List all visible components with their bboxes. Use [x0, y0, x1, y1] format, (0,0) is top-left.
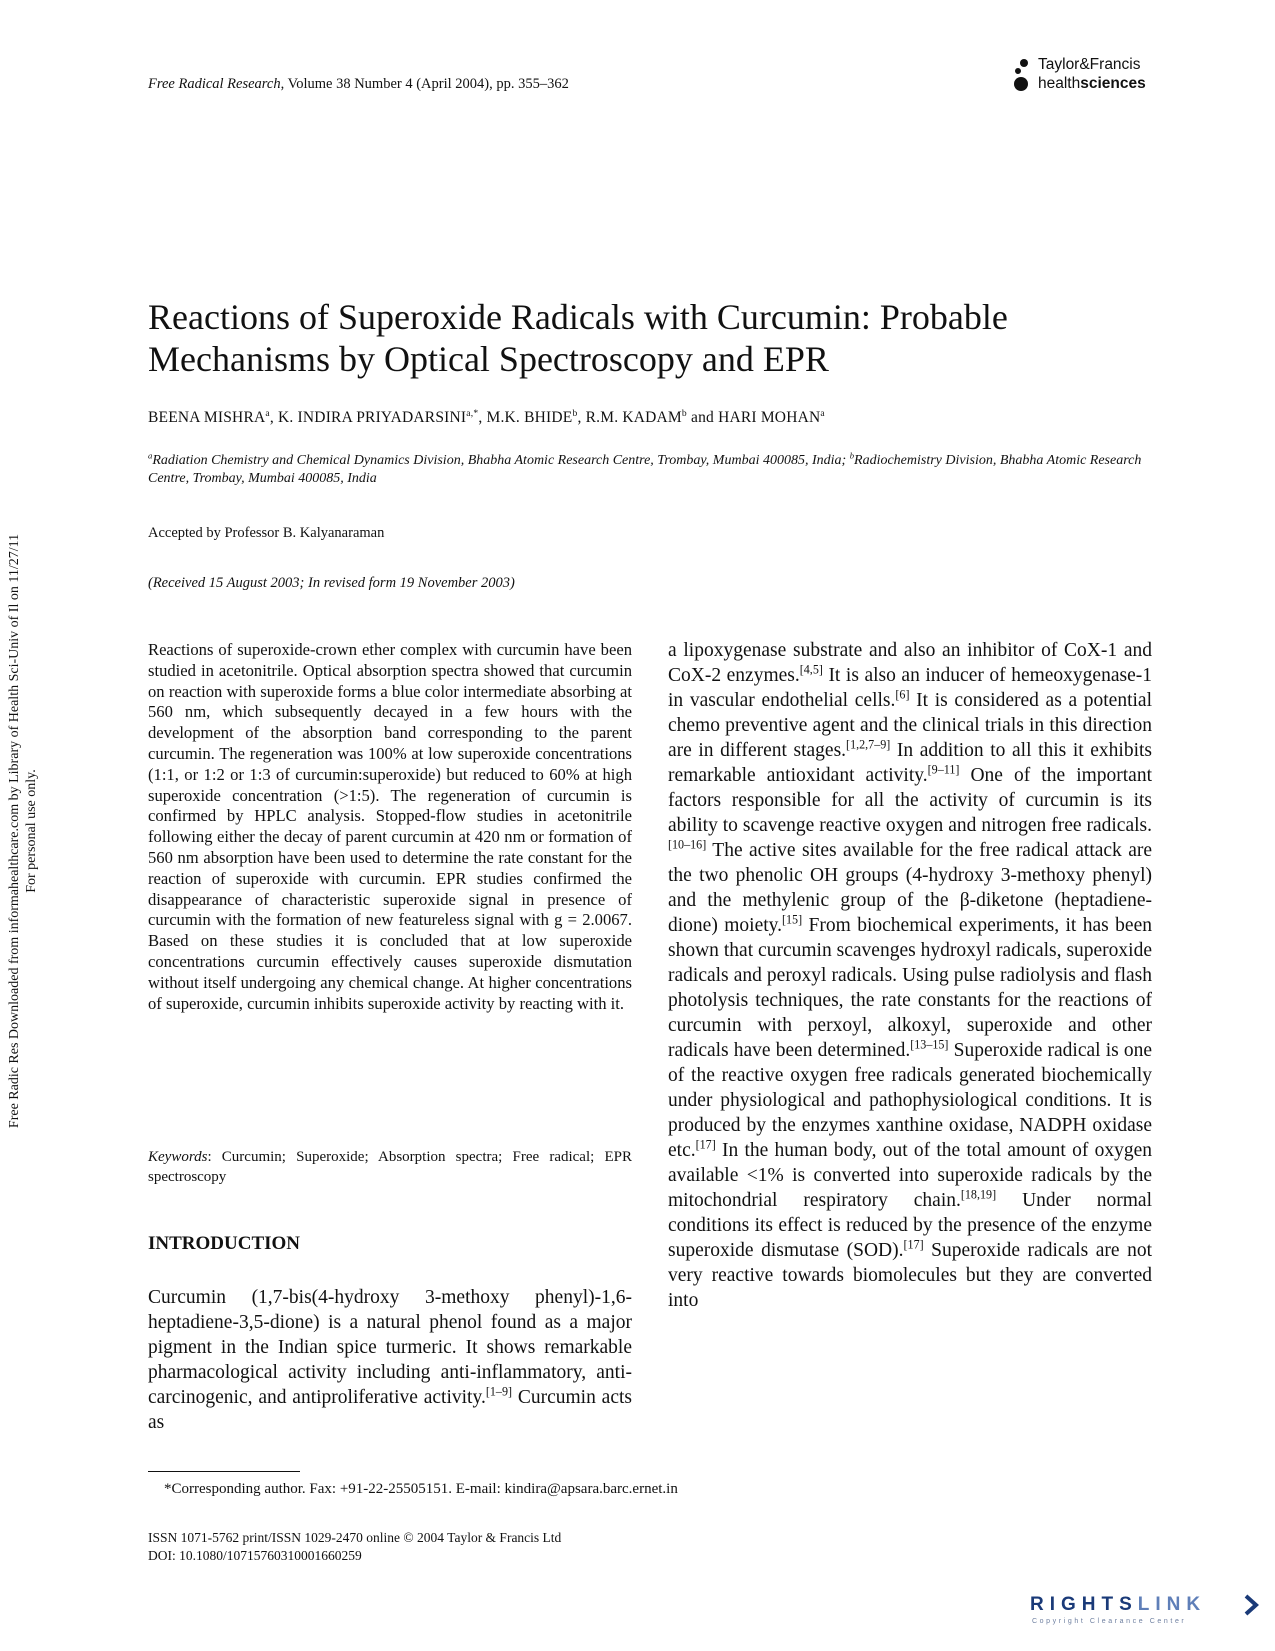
citation-ref: [10–16] — [668, 837, 707, 852]
rightslink-badge[interactable] — [1030, 1594, 1265, 1628]
author-name: HARI MOHAN — [718, 409, 821, 426]
citation-ref: [15] — [782, 912, 803, 927]
rightslink-arrow-icon — [1242, 1594, 1262, 1616]
body-text: It is also an inducer of hemeoxygenase-1 in vascular endothelial cells. — [668, 665, 1152, 711]
keywords — [148, 1148, 632, 1187]
citation-ref: [1,2,7–9] — [846, 737, 891, 752]
author-separator: , — [577, 409, 586, 426]
publisher-imprint-light: health — [1038, 75, 1081, 92]
corresponding-author-footnote: *Corresponding author. Fax: +91-22-25505151. E-mail: kindira@apsara.barc.ernet.in — [164, 1481, 678, 1497]
received-dates: (Received 15 August 2003; In revised form 19 November 2003) — [148, 575, 515, 591]
author-affiliation-marker: a — [820, 407, 825, 419]
author-separator: , — [478, 409, 487, 426]
author-name: K. INDIRA PRIYADARSINI — [278, 409, 467, 426]
publisher-imprint — [1038, 75, 1146, 93]
author-name: BEENA MISHRA — [148, 409, 266, 426]
introduction-heading: INTRODUCTION — [148, 1233, 301, 1254]
accepted-by: Accepted by Professor B. Kalyanaraman — [148, 525, 385, 541]
body-text: a lipoxygenase substrate and also an inhibitor of CoX-1 and CoX-2 enzymes. — [668, 640, 1152, 686]
body-text: Curcumin (1,7-bis(4-hydroxy 3-methoxy phenyl)-1,6-heptadiene-3,5-dione) is a natural phenol found as a major pigment in the Indian spice turmeric. It shows remarkable pharmacological activity including anti-inflammatory, anti-carcinogenic, and antiproliferative activity. — [148, 1287, 632, 1408]
body-text: From biochemical experiments, it has been shown that curcumin scavenges hydroxyl radicals, superoxide radicals and peroxyl radicals. Using pulse radiolysis and flash photolysis techniques, the rate constants for the reactions of curcumin with perxoyl, alkoxyl, superoxide and other radicals have been determined. — [668, 915, 1152, 1061]
publisher-dots-icon — [1010, 58, 1034, 94]
body-text: Curcumin acts as — [148, 1387, 632, 1433]
affil-b-marker: b — [849, 450, 855, 461]
affil-a-text: Radiation Chemistry and Chemical Dynamics Division, Bhabha Atomic Research Centre, Trombay, Mumbai 400085, India; — [152, 453, 850, 468]
citation-ref: [17] — [695, 1137, 716, 1152]
margin-note-line1: Free Radic Res Downloaded from informahealthcare.com by Library of Health Sci-Univ of Il on 11/27/11 — [7, 533, 22, 1129]
affil-a-marker: a — [148, 450, 153, 461]
abstract: Reactions of superoxide-crown ether complex with curcumin have been studied in acetonitrile. Optical absorption spectra showed that curcumin on reaction with superoxide forms a blue color intermediate absorbing at 560 nm, which subsequently decayed in a few hours with the development of the absorption band corresponding to the parent curcumin. The regeneration was 100% at low superoxide concentrations (1:1, or 1:2 or 1:3 of curcumin:superoxide) but reduced to 60% at high superoxide concentration (>1:5). The regeneration of curcumin is confirmed by HPLC analysis. Stopped-flow studies in acetonitrile following either the decay of parent curcumin at 420 nm or formation of 560 nm absorption have been used to determine the rate constant for the reaction of superoxide with curcumin. EPR studies confirmed the disappearance of characteristic superoxide signal in presence of curcumin with the formation of new featureless signal with g = 2.0067. Based on these studies it is concluded that at low superoxide concentrations curcumin effectively causes superoxide dismutation without itself undergoing any chemical change. At higher concentrations of superoxide, curcumin inhibits superoxide activity by reacting with it. — [148, 640, 632, 1013]
author-name: R.M. KADAM — [585, 409, 682, 426]
right-column-paragraph — [668, 638, 1152, 1313]
citation-ref: [4,5] — [799, 662, 823, 677]
keywords-label: Keywords — [148, 1149, 208, 1165]
citation-ref: [18,19] — [960, 1187, 997, 1202]
journal-name: Free Radical Research — [148, 76, 281, 92]
publisher-imprint-bold: sciences — [1080, 75, 1146, 92]
author-separator: , — [269, 409, 278, 426]
journal-details: , Volume 38 Number 4 (April 2004), pp. 355–362 — [280, 76, 569, 92]
author-affiliation-marker: b — [572, 407, 578, 419]
body-text: Superoxide radicals are not very reactive towards biomolecules but they are converted into — [668, 1240, 1152, 1311]
author-affiliation-marker: b — [681, 407, 687, 419]
body-text: One of the important factors responsible for all the activity of curcumin is its ability to scavenge reactive oxygen and nitrogen free radicals. — [668, 765, 1153, 836]
citation-ref: [13–15] — [910, 1037, 949, 1052]
margin-download-note — [0, 0, 40, 1651]
body-text: It is considered as a potential chemo preventive agent and the clinical trials in this direction are in different stages. — [668, 690, 1152, 761]
body-text: Under normal conditions its effect is reduced by the presence of the enzyme superoxide dismutase (SOD). — [668, 1190, 1152, 1261]
journal-citation — [148, 76, 569, 93]
rightslink-subtitle: Copyright Clearance Center — [1032, 1618, 1187, 1625]
rightslink-dark: RIGHTS — [1030, 1594, 1138, 1615]
citation-ref: [6] — [895, 687, 910, 702]
citation-ref: [9–11] — [927, 762, 960, 777]
publisher-name: Taylor&Francis — [1038, 56, 1141, 73]
author-list — [148, 409, 825, 427]
doi-line: DOI: 10.1080/10715760310001660259 — [148, 1547, 362, 1563]
citation-ref: [1–9] — [485, 1384, 513, 1399]
author-affiliation-marker: a — [265, 407, 270, 419]
affil-b-text: Radiochemistry Division, Bhabha Atomic Research Centre, Trombay, Mumbai 400085, India — [148, 453, 1142, 486]
body-text: The active sites available for the free radical attack are the two phenolic OH groups (4-hydroxy 3-methoxy phenyl) and the methylenic group of the β-diketone (heptadiene-dione) moiety. — [668, 840, 1152, 936]
author-affiliation-marker: a,* — [466, 407, 479, 419]
citation-ref: [17] — [903, 1237, 924, 1252]
affiliations — [148, 452, 1152, 488]
article-title: Reactions of Superoxide Radicals with Curcumin: Probable Mechanisms by Optical Spectroscopy and EPR — [148, 297, 1008, 379]
issn-block — [148, 1529, 561, 1564]
issn-line: ISSN 1071-5762 print/ISSN 1029-2470 online © 2004 Taylor & Francis Ltd — [148, 1530, 562, 1545]
introduction-paragraph — [148, 1285, 632, 1435]
body-text: In the human body, out of the total amount of oxygen available <1% is converted into superoxide radicals by the mitochondrial respiratory chain. — [668, 1140, 1152, 1211]
rightslink-wordmark — [1030, 1594, 1206, 1616]
keywords-text: : Curcumin; Superoxide; Absorption spectra; Free radical; EPR spectroscopy — [148, 1149, 632, 1185]
body-text: In addition to all this it exhibits remarkable antioxidant activity. — [668, 740, 1152, 786]
body-text: Superoxide radical is one of the reactive oxygen free radicals generated biochemically under physiological and pathophysiological conditions. It is produced by the enzymes xanthine oxidase, NADPH oxidase etc. — [668, 1040, 1152, 1161]
footnote-divider — [148, 1471, 300, 1472]
margin-note-line2: For personal use only. — [24, 769, 39, 893]
author-separator: and — [686, 409, 719, 426]
rightslink-light: LINK — [1137, 1594, 1207, 1615]
author-name: M.K. BHIDE — [486, 409, 573, 426]
